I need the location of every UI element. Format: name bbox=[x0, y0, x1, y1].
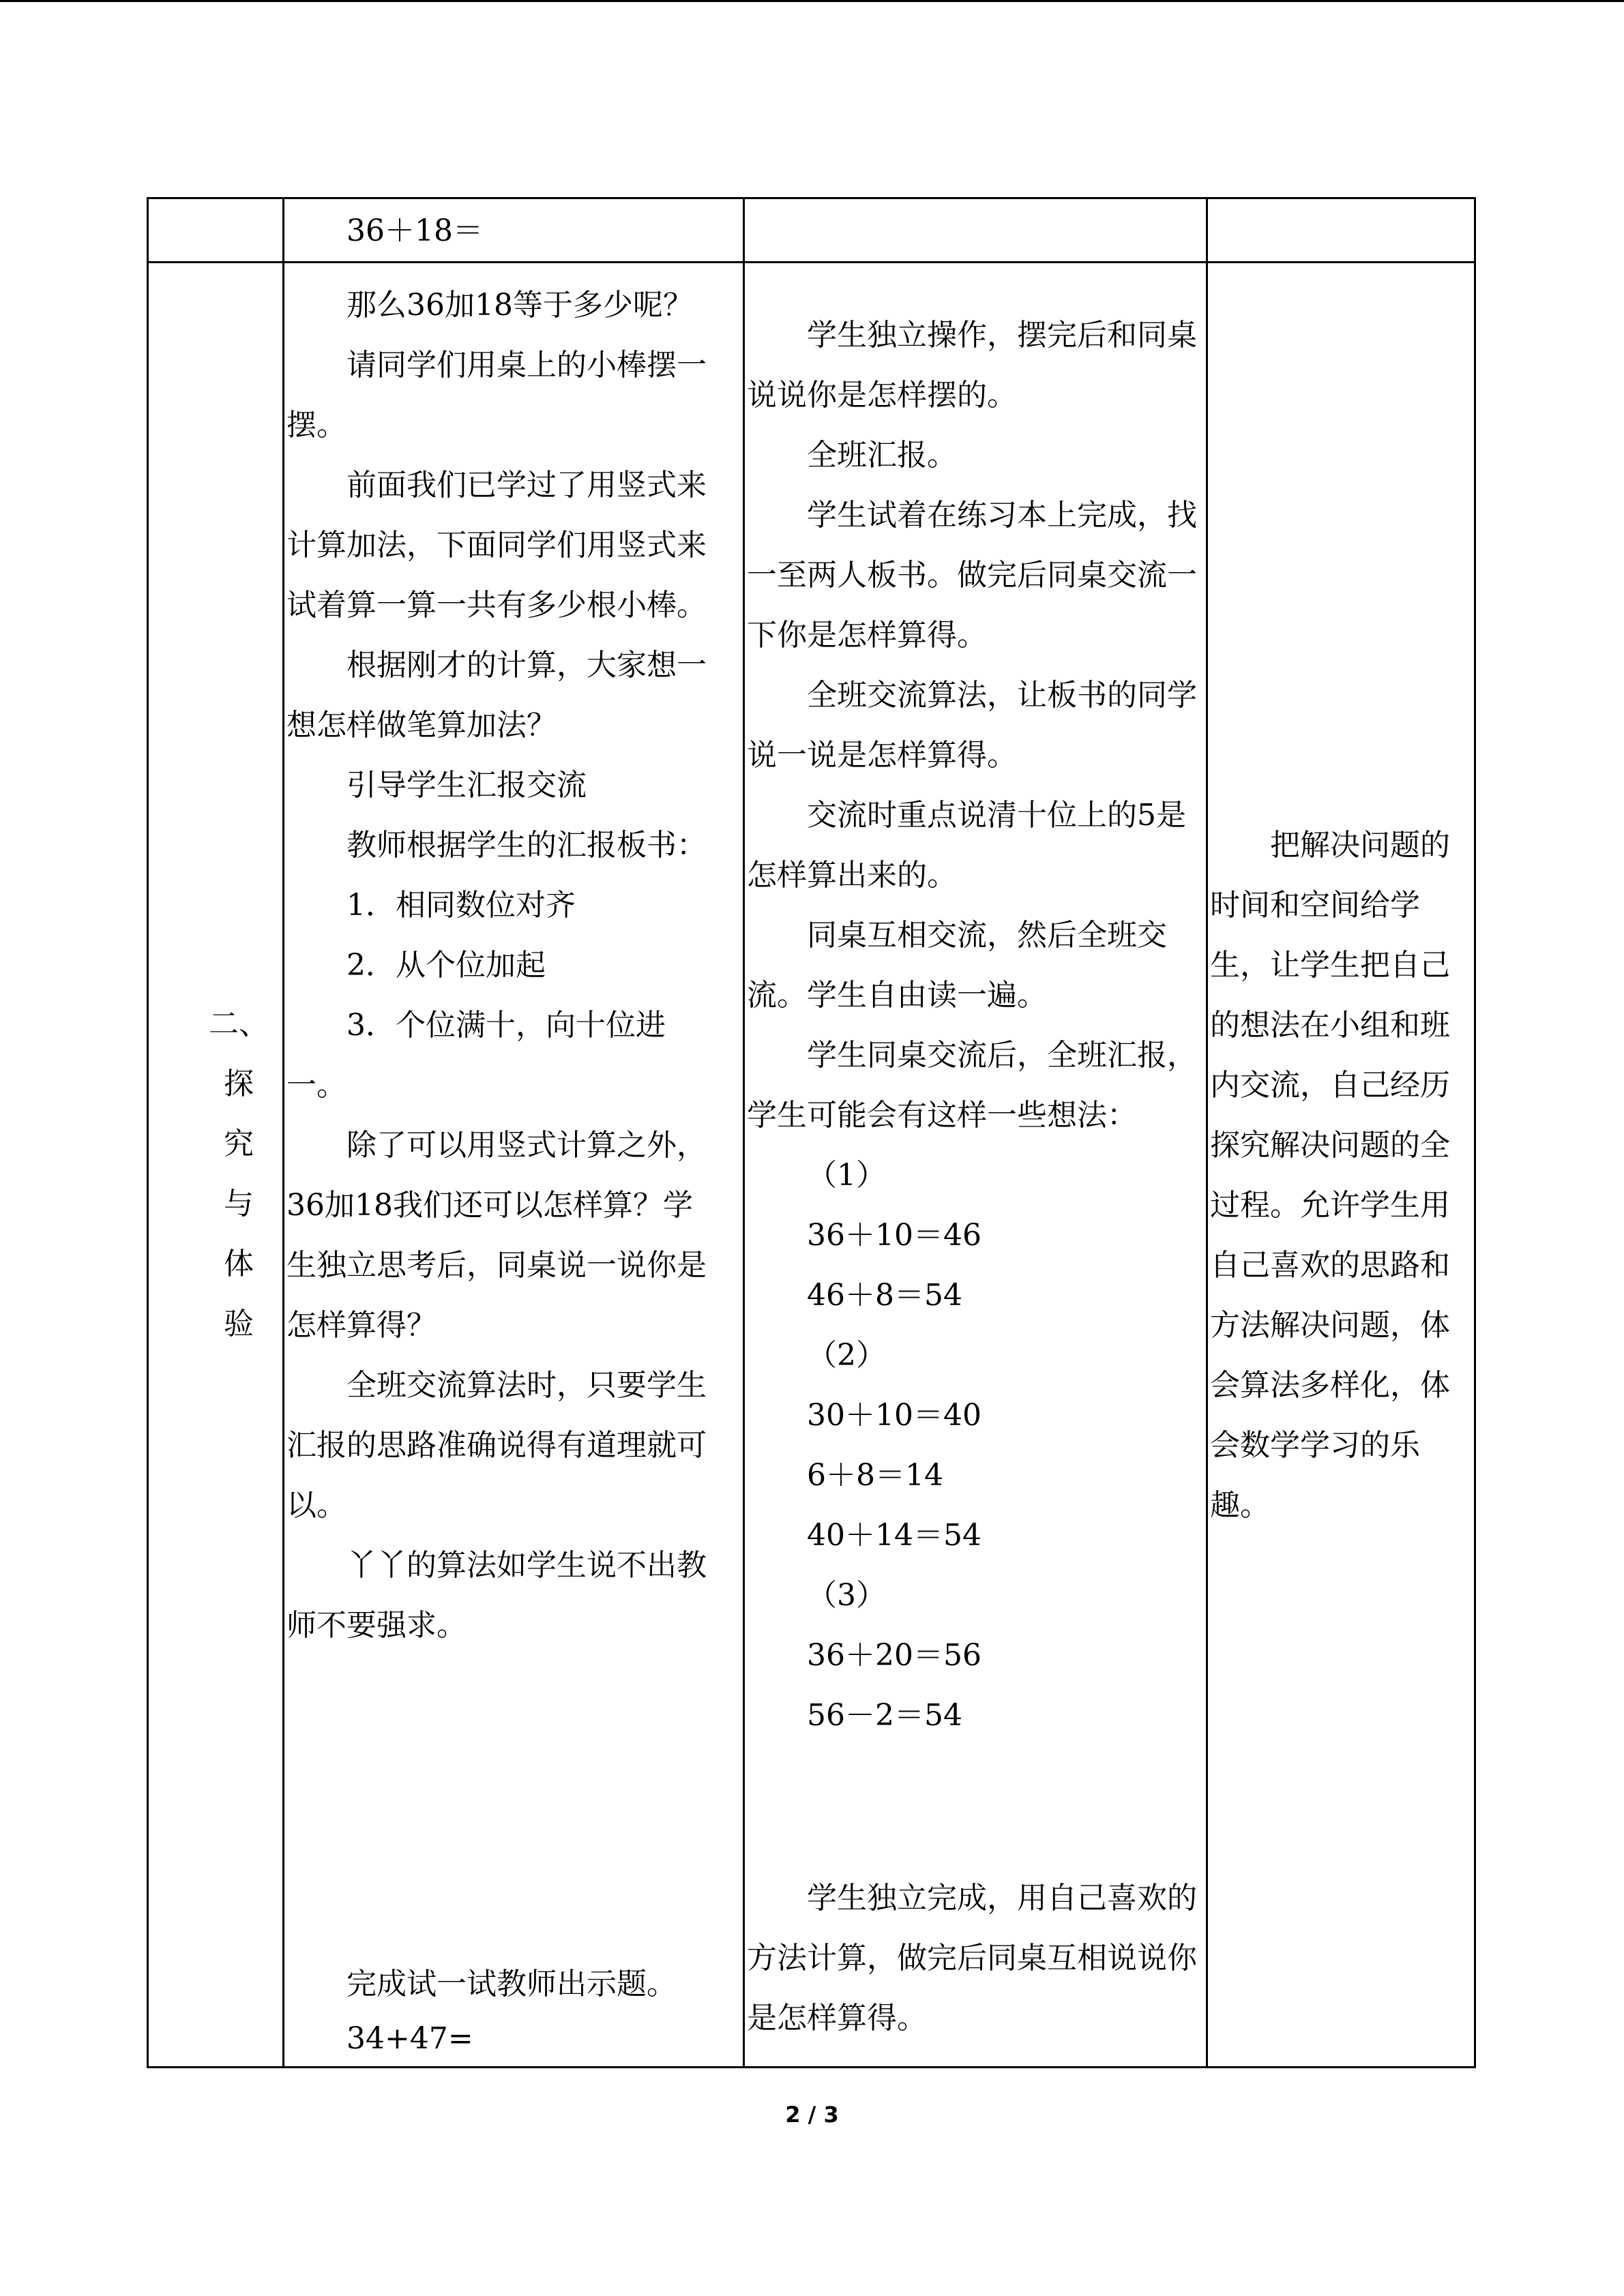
table-col-divider-1 bbox=[282, 197, 284, 2068]
top-border bbox=[0, 0, 1624, 2]
method-label: （2） bbox=[807, 1338, 886, 1373]
stage-char: 与 bbox=[224, 1187, 254, 1221]
stage-char: 验 bbox=[224, 1307, 254, 1341]
equation-text: 36＋18＝ bbox=[346, 213, 483, 248]
teacher-paragraph: 丫丫的算法如学生说不出教师不要强求。 bbox=[286, 1548, 707, 1643]
teacher-list-item: 2．从个位加起 bbox=[346, 948, 546, 983]
teacher-paragraph: 引导学生汇报交流 bbox=[346, 768, 587, 803]
student-paragraph: 同桌互相交流，然后全班交流。学生自由读一遍。 bbox=[747, 918, 1167, 1013]
teacher-paragraph: 除了可以用竖式计算之外，36加18我们还可以怎样算？学生独立思考后，同桌说一说你是怎样算得？ bbox=[286, 1128, 707, 1343]
teacher-paragraph: 全班交流算法时，只要学生汇报的思路准确说得有道理就可以。 bbox=[286, 1368, 707, 1523]
student-paragraph: 学生同桌交流后，全班汇报，学生可能会有这样一些想法： bbox=[747, 1038, 1197, 1133]
teacher-paragraph: 完成试一试教师出示题。 bbox=[346, 1967, 677, 2001]
table-border-top bbox=[147, 197, 1476, 199]
stage-char: 体 bbox=[224, 1247, 254, 1281]
design-intent-text: 把解决问题的时间和空间给学生，让学生把自己的想法在小组和班内交流，自己经历探究解决问题的全过程。允许学生用自己喜欢的思路和方法解决问题，体会算法多样化，体会数学学习的乐趣。 bbox=[1210, 828, 1450, 1523]
stage-char: 二、 bbox=[209, 1007, 269, 1041]
stage-char: 探 bbox=[224, 1067, 254, 1101]
teacher-paragraph: 根据刚才的计算，大家想一想怎样做笔算加法？ bbox=[286, 648, 707, 743]
method-label: （3） bbox=[807, 1578, 886, 1613]
teacher-paragraph: 34+47= bbox=[346, 2021, 473, 2056]
method-equation: 6＋8＝14 bbox=[807, 1458, 943, 1493]
method-equation: 30＋10＝40 bbox=[807, 1398, 981, 1433]
table-border-left bbox=[147, 197, 149, 2068]
method-equation: 46＋8＝54 bbox=[807, 1278, 962, 1313]
page-number: 2 / 3 bbox=[785, 2102, 839, 2128]
teacher-paragraph: 教师根据学生的汇报板书： bbox=[346, 828, 707, 863]
student-paragraph: 全班交流算法，让板书的同学说一说是怎样算得。 bbox=[747, 678, 1197, 773]
student-activity-cell-bottom bbox=[747, 1868, 1207, 2048]
student-paragraph: 学生试着在练习本上完成，找一至两人板书。做完后同桌交流一下你是怎样算得。 bbox=[747, 498, 1197, 653]
table-border-bottom bbox=[147, 2066, 1476, 2068]
method-equation: 36＋20＝56 bbox=[807, 1638, 981, 1673]
method-equation: 40＋14＝54 bbox=[807, 1518, 981, 1553]
method-equation: 56－2＝54 bbox=[807, 1698, 962, 1733]
teacher-paragraph: 请同学们用桌上的小棒摆一摆。 bbox=[286, 348, 707, 443]
teacher-paragraph: 那么36加18等于多少呢？ bbox=[346, 288, 693, 323]
teacher-list-item: 3．个位满十，向十位进一。 bbox=[286, 1008, 666, 1103]
teacher-activity-cell bbox=[286, 275, 715, 1656]
teacher-list-item: 1．相同数位对齐 bbox=[346, 888, 576, 923]
stage-label bbox=[208, 994, 269, 1354]
table-row-divider bbox=[147, 261, 1476, 263]
student-activity-cell bbox=[747, 305, 1207, 1746]
student-paragraph: 学生独立完成，用自己喜欢的方法计算，做完后同桌互相说说你是怎样算得。 bbox=[747, 1881, 1197, 2036]
teacher-activity-cell-bottom bbox=[286, 1957, 715, 2066]
student-paragraph: 全班汇报。 bbox=[807, 438, 957, 473]
student-paragraph: 交流时重点说清十位上的5是怎样算出来的。 bbox=[747, 798, 1186, 893]
student-paragraph: 学生独立操作，摆完后和同桌说说你是怎样摆的。 bbox=[747, 318, 1197, 413]
method-equation: 36＋10＝46 bbox=[807, 1218, 981, 1253]
row1-teacher-cell bbox=[286, 204, 740, 258]
design-intent-cell bbox=[1210, 816, 1476, 1536]
method-label: （1） bbox=[807, 1158, 886, 1193]
table-col-divider-2 bbox=[743, 197, 745, 2068]
teacher-paragraph: 前面我们已学过了用竖式来计算加法，下面同学们用竖式来试着算一算一共有多少根小棒。 bbox=[286, 468, 707, 623]
stage-char: 究 bbox=[224, 1127, 254, 1161]
